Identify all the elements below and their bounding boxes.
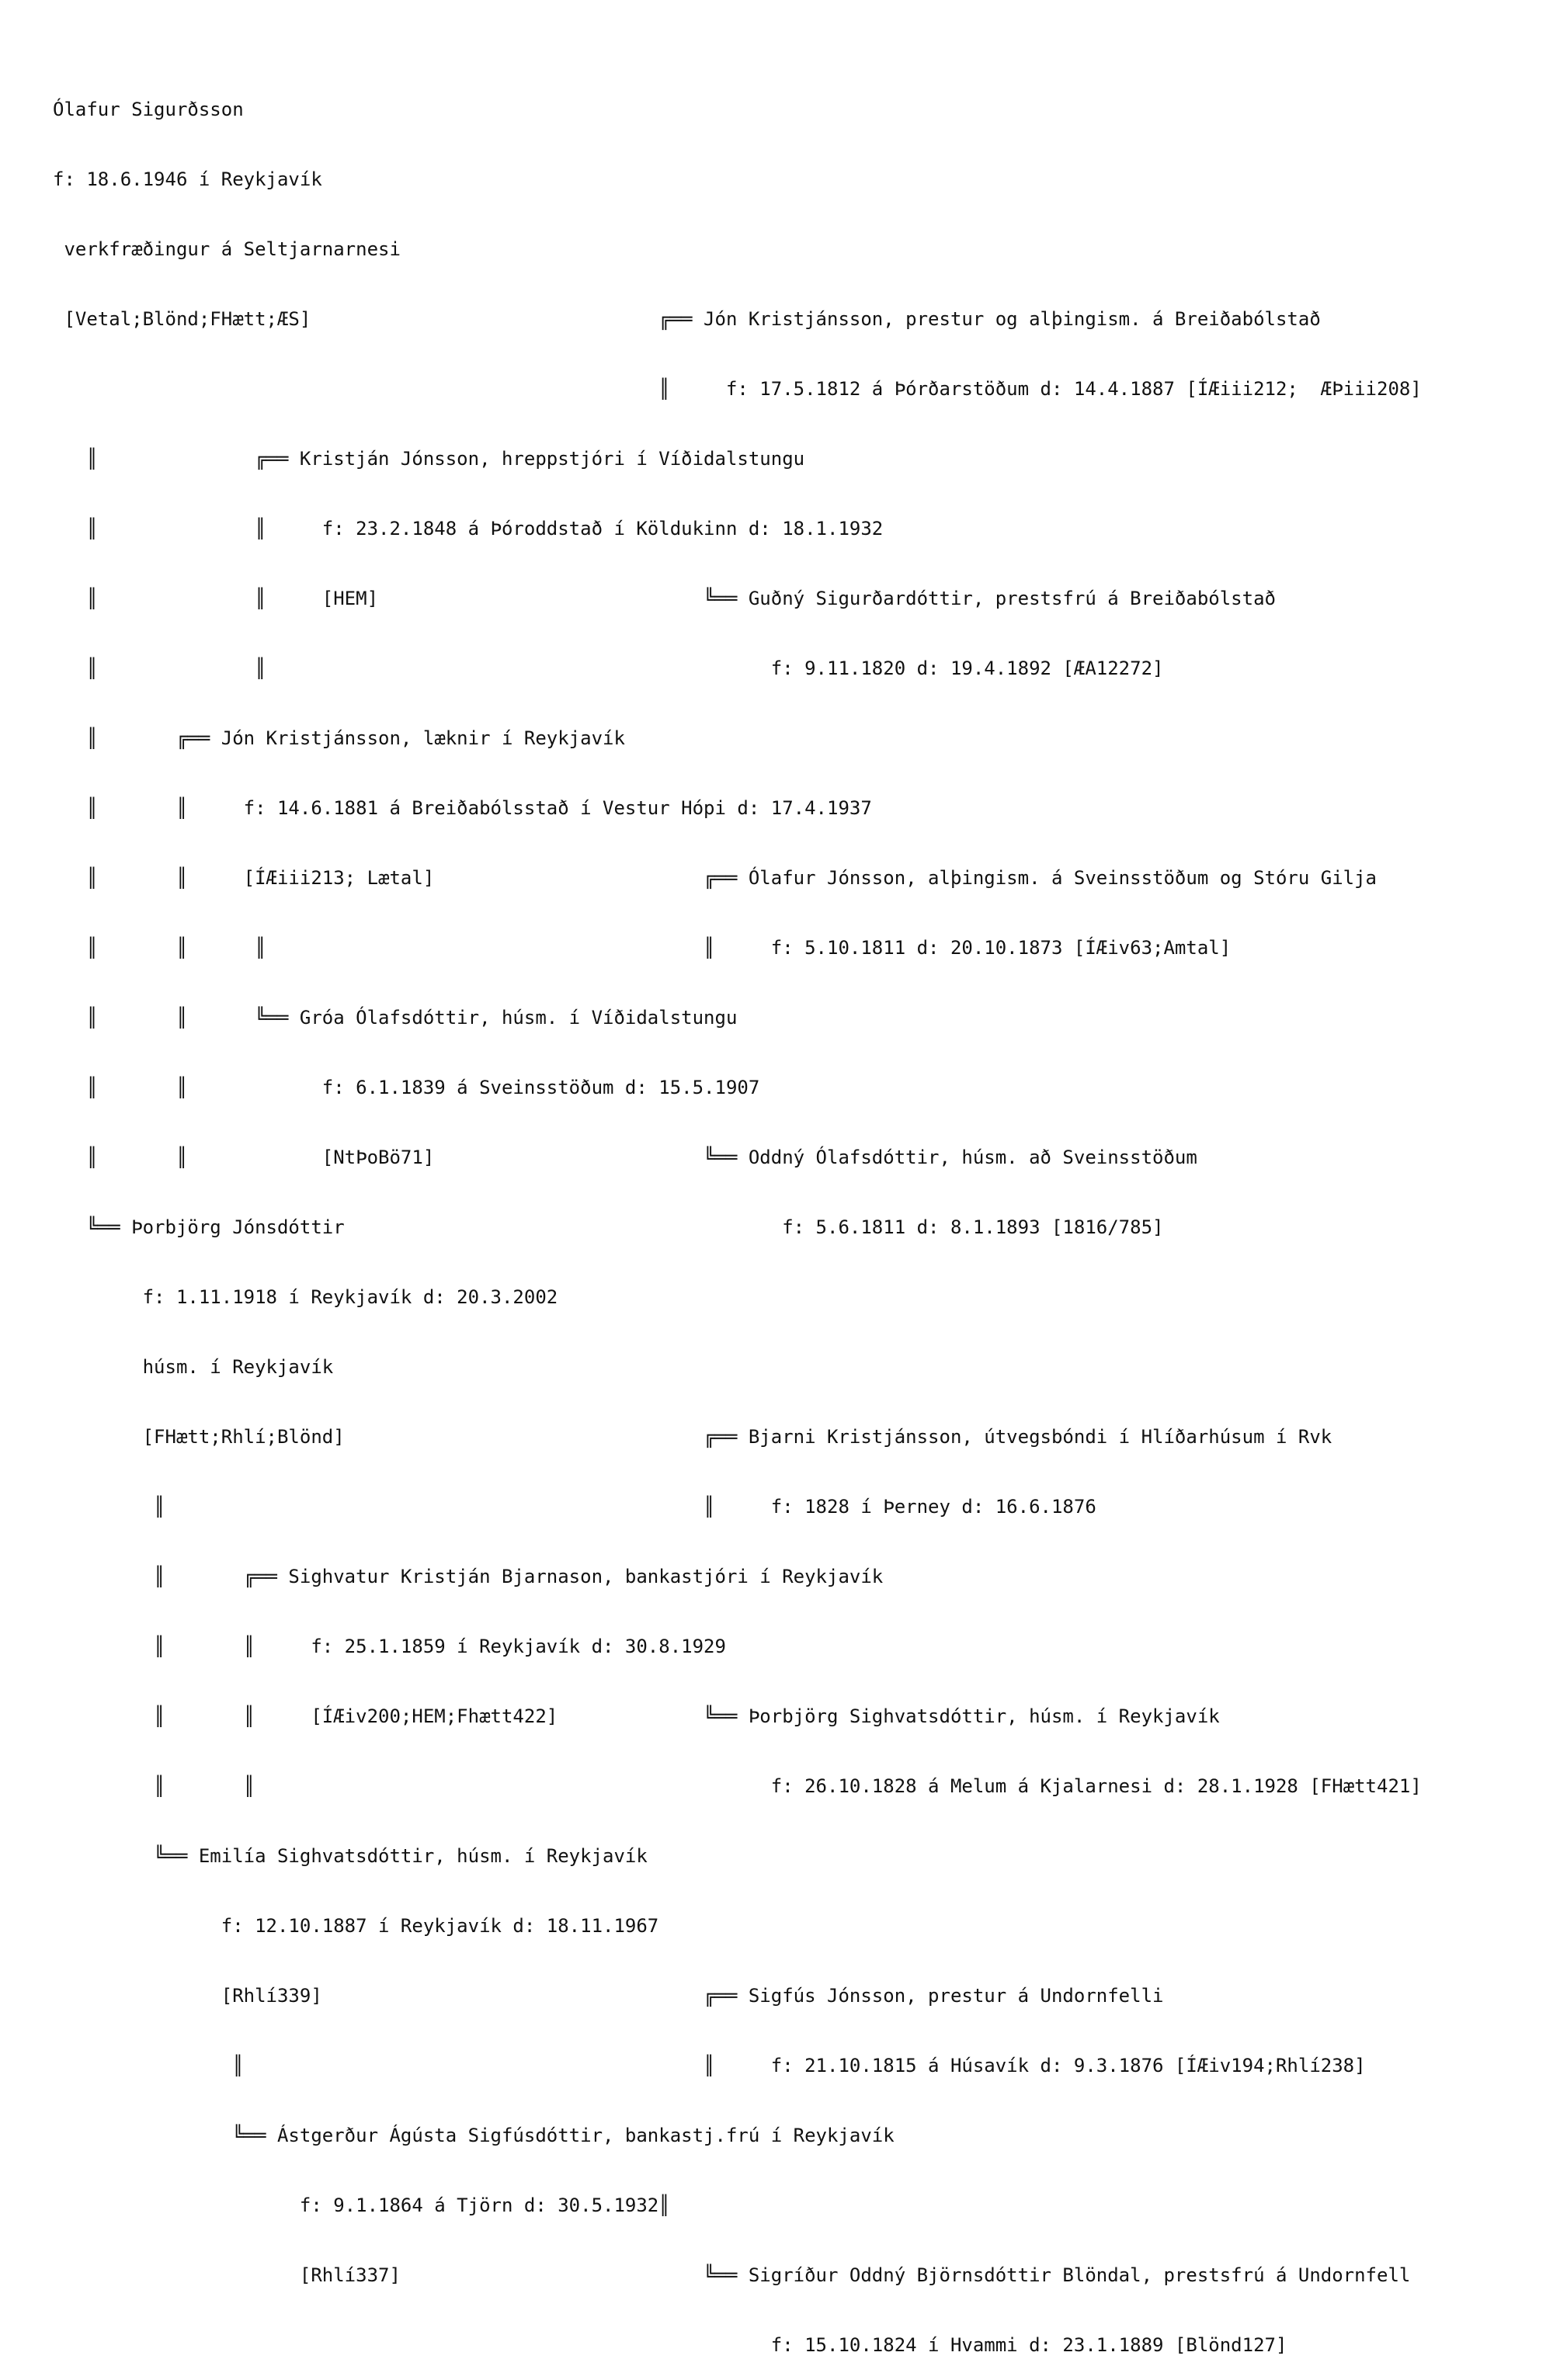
tree-line: ║ ╔══ Sighvatur Kristján Bjarnason, bankastjóri í Reykjavík bbox=[53, 1566, 884, 1587]
tree-line: ╚══ Þorbjörg Jónsdóttir f: 5.6.1811 d: 8.1.1893 [1816/785] bbox=[53, 1216, 1164, 1238]
tree-line: ║ ║ f: 26.10.1828 á Melum á Kjalarnesi d: 28.1.1928 [FHætt421] bbox=[53, 1775, 1422, 1797]
tree-line: [Rhlí337] ╚══ Sigríður Oddný Björnsdóttir Blöndal, prestsfrú á Undornfell bbox=[53, 2264, 1411, 2286]
tree-line: ║ f: 17.5.1812 á Þórðarstöðum d: 14.4.1887 [ÍÆiii212; ÆÞiii208] bbox=[53, 378, 1422, 400]
tree-line: ║ ║ f: 1828 í Þerney d: 16.6.1876 bbox=[53, 1496, 1096, 1518]
tree-line: f: 15.10.1824 í Hvammi d: 23.1.1889 [Blönd127] bbox=[53, 2334, 1287, 2356]
tree-line: f: 9.1.1864 á Tjörn d: 30.5.1932║ bbox=[53, 2194, 670, 2216]
tree-line: ║ ║ f: 23.2.1848 á Þóroddstað í Köldukinn d: 18.1.1932 bbox=[53, 518, 884, 539]
tree-line: f: 1.11.1918 í Reykjavík d: 20.3.2002 bbox=[53, 1286, 558, 1308]
tree-line: húsm. í Reykjavík bbox=[53, 1356, 334, 1378]
tree-line: verkfræðingur á Seltjarnarnesi bbox=[53, 238, 401, 260]
tree-line: ║ ║ f: 6.1.1839 á Sveinsstöðum d: 15.5.1907 bbox=[53, 1077, 760, 1098]
tree-line: [FHætt;Rhlí;Blönd] ╔══ Bjarni Kristjánsson, útvegsbóndi í Hlíðarhúsum í Rvk bbox=[53, 1426, 1332, 1448]
tree-line: ╚══ Emilía Sighvatsdóttir, húsm. í Reykjavík bbox=[53, 1845, 648, 1867]
tree-line: ║ ║ f: 21.10.1815 á Húsavík d: 9.3.1876 [ÍÆiv194;Rhlí238] bbox=[53, 2055, 1366, 2076]
tree-line: ║ ║ ║ ║ f: 5.10.1811 d: 20.10.1873 [ÍÆiv63;Amtal] bbox=[53, 937, 1232, 959]
tree-line: f: 18.6.1946 í Reykjavík bbox=[53, 168, 322, 190]
tree-line: ║ ║ f: 14.6.1881 á Breiðabólsstað í Vestur Hópi d: 17.4.1937 bbox=[53, 797, 872, 819]
tree-line: [Rhlí339] ╔══ Sigfús Jónsson, prestur á Undornfelli bbox=[53, 1985, 1164, 2007]
tree-line: ║ ║ f: 9.11.1820 d: 19.4.1892 [ÆA12272] bbox=[53, 657, 1164, 679]
tree-line: [Vetal;Blönd;FHætt;ÆS] ╔══ Jón Kristjánsson, prestur og alþingism. á Breiðabólstað bbox=[53, 308, 1321, 330]
tree-line: ║ ║ [ÍÆiv200;HEM;Fhætt422] ╚══ Þorbjörg Sighvatsdóttir, húsm. í Reykjavík bbox=[53, 1705, 1220, 1727]
tree-line: ║ ║ f: 25.1.1859 í Reykjavík d: 30.8.1929 bbox=[53, 1636, 726, 1657]
tree-line: f: 12.10.1887 í Reykjavík d: 18.11.1967 bbox=[53, 1915, 659, 1937]
tree-line: ║ ║ [ÍÆiii213; Lætal] ╔══ Ólafur Jónsson, alþingism. á Sveinsstöðum og Stóru Gilja bbox=[53, 867, 1378, 889]
tree-line: ║ ╔══ Kristján Jónsson, hreppstjóri í Víðidalstungu bbox=[53, 448, 805, 470]
genealogy-tree bbox=[53, 51, 1422, 2380]
tree-line: ║ ║ ╚══ Gróa Ólafsdóttir, húsm. í Víðidalstungu bbox=[53, 1007, 738, 1029]
tree-line: ║ ╔══ Jón Kristjánsson, læknir í Reykjavík bbox=[53, 727, 625, 749]
tree-line: ║ ║ [HEM] ╚══ Guðný Sigurðardóttir, prestsfrú á Breiðabólstað bbox=[53, 588, 1276, 609]
tree-line: ║ ║ [NtÞoBö71] ╚══ Oddný Ólafsdóttir, húsm. að Sveinsstöðum bbox=[53, 1147, 1197, 1168]
tree-line: ╚══ Ástgerður Ágústa Sigfúsdóttir, bankastj.frú í Reykjavík bbox=[53, 2125, 895, 2146]
tree-line: Ólafur Sigurðsson bbox=[53, 99, 244, 120]
